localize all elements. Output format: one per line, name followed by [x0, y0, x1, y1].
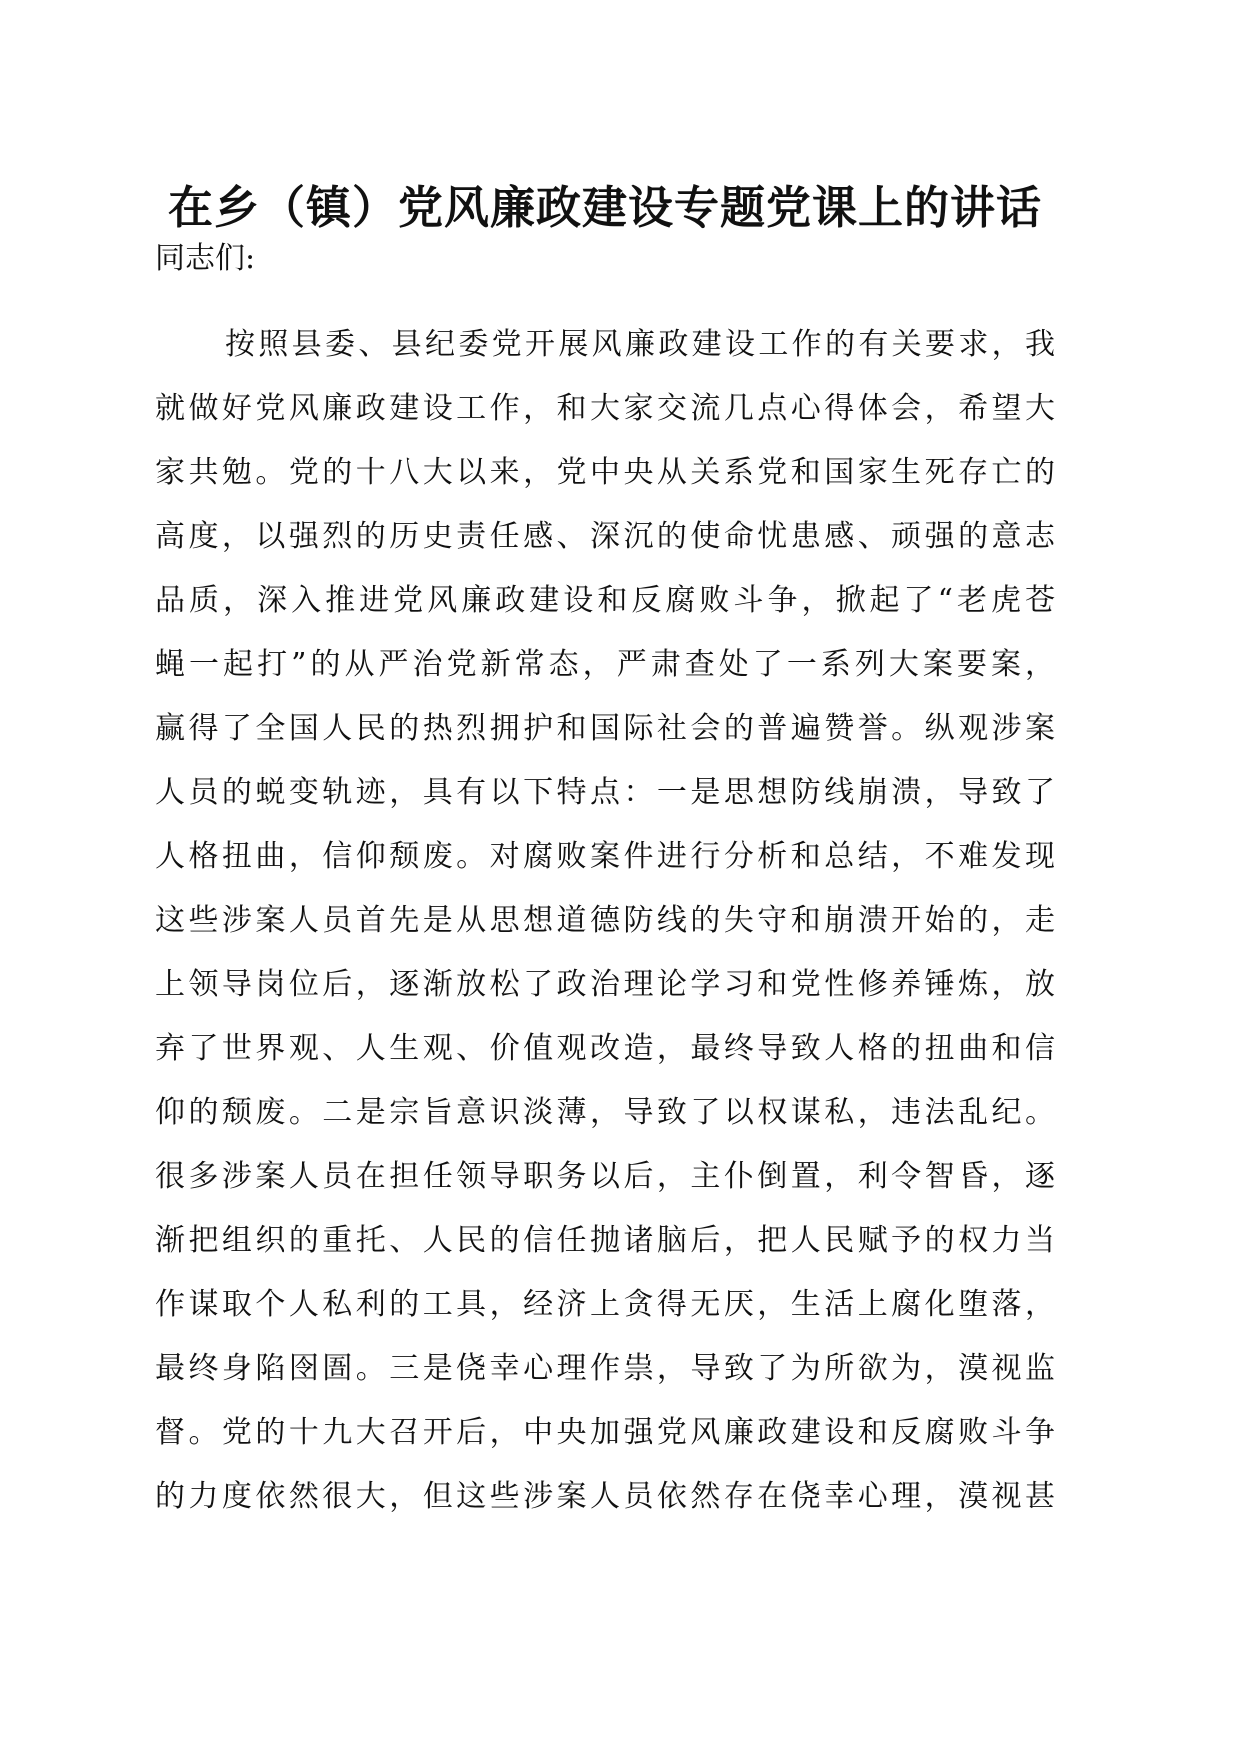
body-line: 人员的蜕变轨迹，具有以下特点：一是思想防线崩溃，导致了 [155, 775, 1055, 810]
body-line: 高度，以强烈的历史责任感、深沉的使命忧患感、顽强的意志 [155, 519, 1055, 554]
body-line: 作谋取个人私利的工具，经济上贪得无厌，生活上腐化堕落， [155, 1287, 1055, 1322]
body-line: 仰的颓废。二是宗旨意识淡薄，导致了以权谋私，违法乱纪。 [155, 1095, 1055, 1130]
body-line: 渐把组织的重托、人民的信任抛诸脑后，把人民赋予的权力当 [155, 1223, 1055, 1258]
body-line: 家共勉。党的十八大以来，党中央从关系党和国家生死存亡的 [155, 455, 1055, 490]
body-line: 督。党的十九大召开后，中央加强党风廉政建设和反腐败斗争 [155, 1415, 1055, 1450]
body-line: 最终身陷囹圄。三是侥幸心理作祟，导致了为所欲为，漠视监 [155, 1351, 1055, 1386]
body-line: 的力度依然很大，但这些涉案人员依然存在侥幸心理，漠视甚 [155, 1479, 1055, 1514]
speech-body [155, 325, 1055, 1541]
body-line: 这些涉案人员首先是从思想道德防线的失守和崩溃开始的，走 [155, 903, 1055, 938]
body-line: 很多涉案人员在担任领导职务以后，主仆倒置，利令智昏，逐 [155, 1159, 1055, 1194]
salutation: 同志们: [155, 241, 256, 276]
body-line: 按照县委、县纪委党开展风廉政建设工作的有关要求，我 [225, 327, 1055, 362]
body-line: 弃了世界观、人生观、价值观改造，最终导致人格的扭曲和信 [155, 1031, 1055, 1066]
body-line: 人格扭曲，信仰颓废。对腐败案件进行分析和总结，不难发现 [155, 839, 1055, 874]
body-line: 赢得了全国人民的热烈拥护和国际社会的普遍赞誉。纵观涉案 [155, 711, 1055, 746]
body-line: 上领导岗位后，逐渐放松了政治理论学习和党性修养锤炼，放 [155, 967, 1055, 1002]
body-line: 品质，深入推进党风廉政建设和反腐败斗争，掀起了“老虎苍 [155, 583, 1055, 618]
body-line: 就做好党风廉政建设工作，和大家交流几点心得体会，希望大 [155, 391, 1055, 426]
document-title: 在乡（镇）党风廉政建设专题党课上的讲话 [167, 181, 1042, 234]
body-line: 蝇一起打”的从严治党新常态，严肃查处了一系列大案要案， [155, 647, 1055, 682]
